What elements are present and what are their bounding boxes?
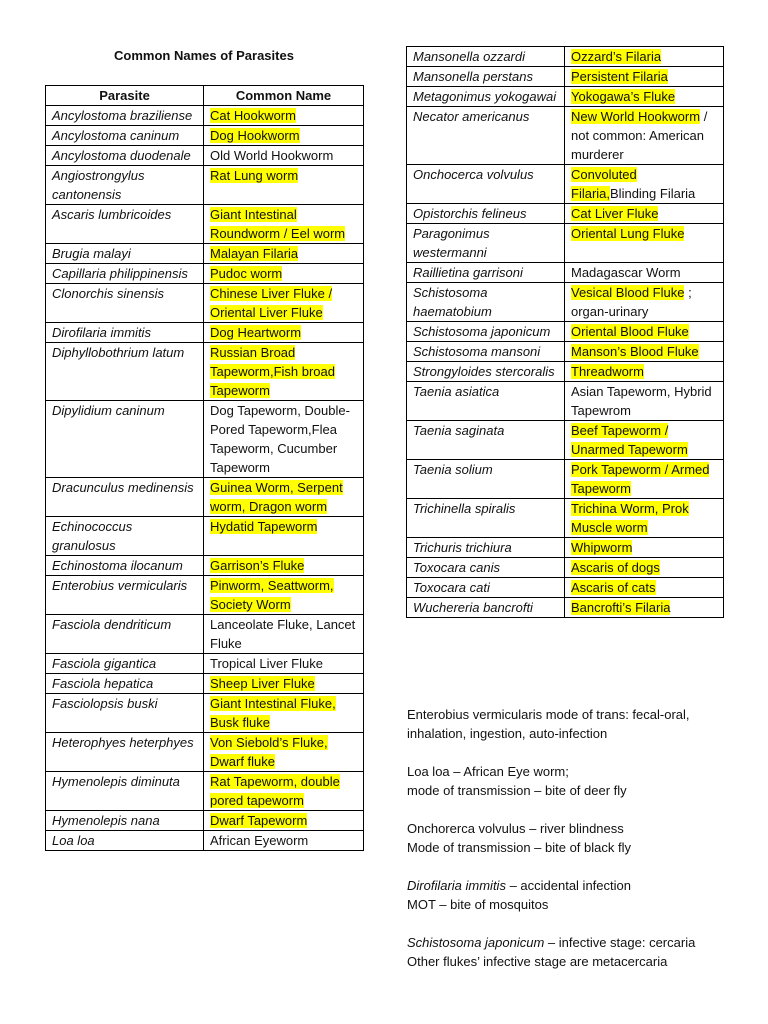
common-name — [565, 204, 724, 224]
table-row — [407, 538, 724, 558]
table-row — [407, 87, 724, 107]
parasite-name: Taenia saginata — [407, 421, 565, 460]
parasite-name: Trichuris trichiura — [407, 538, 565, 558]
highlighted-common-name: Cat Liver Fluke — [571, 206, 659, 221]
common-name-text: ; organ-urinary — [571, 285, 692, 319]
highlighted-common-name: Trichina Worm, Prok Muscle worm — [571, 501, 689, 535]
parasite-name: Necator americanus — [407, 107, 565, 165]
common-name — [565, 499, 724, 538]
highlighted-common-name: Fish broad Tapeworm — [210, 364, 335, 398]
common-name — [565, 558, 724, 578]
table-row — [407, 165, 724, 204]
common-name — [204, 615, 364, 654]
common-name — [204, 205, 364, 244]
table-row — [46, 576, 364, 615]
highlighted-common-name: Von Siebold’s Fluke, Dwarf fluke — [210, 735, 328, 769]
table-row — [407, 224, 724, 263]
highlighted-common-name: Pork Tapeworm / Armed Tapeworm — [571, 462, 710, 496]
parasite-name: Schistosoma japonicum — [407, 322, 565, 342]
parasite-name: Ancylostoma duodenale — [46, 146, 204, 166]
common-name — [565, 382, 724, 421]
table-row — [407, 362, 724, 382]
note-paragraph — [407, 819, 737, 857]
note-text: Mode of transmission – bite of black fly — [407, 840, 631, 855]
table-row — [407, 67, 724, 87]
parasite-name: Fasciola dendriticum — [46, 615, 204, 654]
common-name-text: Old World Hookworm — [210, 148, 334, 163]
table-row — [407, 558, 724, 578]
note-line — [407, 819, 737, 838]
common-name — [565, 87, 724, 107]
parasite-name: Mansonella perstans — [407, 67, 565, 87]
highlighted-common-name: Ozzard’s Filaria — [571, 49, 662, 64]
parasite-name: Fasciola gigantica — [46, 654, 204, 674]
table-row — [46, 772, 364, 811]
table-row — [407, 47, 724, 67]
highlighted-common-name: Chinese Liver Fluke / Oriental Liver Fluke — [210, 286, 333, 320]
parasite-name: Hymenolepis diminuta — [46, 772, 204, 811]
parasite-name: Paragonimus westermanni — [407, 224, 565, 263]
note-text: Other flukes’ infective stage are metacercaria — [407, 954, 668, 969]
common-name — [204, 343, 364, 401]
table-row — [407, 460, 724, 499]
parasite-name: Toxocara canis — [407, 558, 565, 578]
note-text: MOT – bite of mosquitos — [407, 897, 549, 912]
highlighted-common-name: Garrison’s Fluke — [210, 558, 305, 573]
table-row — [46, 126, 364, 146]
common-name — [565, 578, 724, 598]
highlighted-common-name: New World Hookworm — [571, 109, 701, 124]
table-header-row — [46, 86, 364, 106]
parasite-name: Wuchereria bancrofti — [407, 598, 565, 618]
common-name — [204, 146, 364, 166]
table-row — [46, 733, 364, 772]
highlighted-common-name: Persistent Filaria — [571, 69, 668, 84]
parasite-name: Strongyloides stercoralis — [407, 362, 565, 382]
header-common-name: Common Name — [204, 86, 364, 106]
parasite-name: Echinostoma ilocanum — [46, 556, 204, 576]
common-name — [565, 283, 724, 322]
note-paragraph — [407, 762, 737, 800]
common-name — [204, 811, 364, 831]
table-row — [46, 264, 364, 284]
table-row — [46, 244, 364, 264]
table-row — [407, 382, 724, 421]
note-text: Dirofilaria immitis — [407, 878, 506, 893]
parasite-name: Loa loa — [46, 831, 204, 851]
common-name — [565, 107, 724, 165]
parasite-table-left — [45, 85, 364, 851]
common-name-text: Tropical Liver Fluke — [210, 656, 323, 671]
parasite-name: Fasciolopsis buski — [46, 694, 204, 733]
common-name — [565, 322, 724, 342]
highlighted-common-name: Threadworm — [571, 364, 644, 379]
parasite-name: Diphyllobothrium latum — [46, 343, 204, 401]
table-row — [46, 106, 364, 126]
common-name — [204, 166, 364, 205]
table-row — [46, 478, 364, 517]
table-row — [407, 578, 724, 598]
highlighted-common-name: Guinea Worm, Serpent worm, Dragon worm — [210, 480, 343, 514]
note-text: Onchorerca volvulus – river blindness — [407, 821, 624, 836]
table-row — [407, 107, 724, 165]
parasite-name: Trichinella spiralis — [407, 499, 565, 538]
common-name — [565, 598, 724, 618]
highlighted-common-name: Yokogawa’s Fluke — [571, 89, 676, 104]
highlighted-common-name: Cat Hookworm — [210, 108, 296, 123]
table-row — [407, 342, 724, 362]
common-name — [565, 165, 724, 204]
parasite-table-right — [406, 46, 724, 618]
common-name — [565, 460, 724, 499]
table-row — [407, 263, 724, 283]
common-name — [565, 362, 724, 382]
highlighted-common-name: Malayan Filaria — [210, 246, 299, 261]
table-row — [46, 654, 364, 674]
highlighted-common-name: Sheep Liver Fluke — [210, 676, 315, 691]
parasite-name: Brugia malayi — [46, 244, 204, 264]
table-row — [46, 811, 364, 831]
highlighted-common-name: Hydatid Tapeworm — [210, 519, 318, 534]
highlighted-common-name: Bancrofti’s Filaria — [571, 600, 671, 615]
common-name — [204, 694, 364, 733]
common-name — [565, 47, 724, 67]
highlighted-common-name: Vesical Blood Fluke — [571, 285, 685, 300]
note-paragraph — [407, 705, 737, 743]
note-text: mode of transmission – bite of deer fly — [407, 783, 627, 798]
note-line — [407, 933, 737, 952]
parasite-name: Ancylostoma caninum — [46, 126, 204, 146]
common-name — [204, 401, 364, 478]
note-paragraph — [407, 933, 737, 971]
highlighted-common-name: Dwarf Tapeworm — [210, 813, 308, 828]
table-row — [46, 284, 364, 323]
page-title: Common Names of Parasites — [114, 48, 294, 63]
common-name — [565, 342, 724, 362]
highlighted-common-name: Manson’s Blood Fluke — [571, 344, 699, 359]
common-name — [204, 674, 364, 694]
note-line — [407, 781, 737, 800]
highlighted-common-name: Rat Tapeworm, double pored tapeworm — [210, 774, 340, 808]
parasite-name: Taenia solium — [407, 460, 565, 499]
parasite-name: Echinococcus granulosus — [46, 517, 204, 556]
highlighted-common-name: Pinworm, Seattworm, Society Worm — [210, 578, 334, 612]
highlighted-common-name: Convoluted Filaria, — [571, 167, 637, 201]
parasite-name: Capillaria philippinensis — [46, 264, 204, 284]
note-text: Enterobius vermicularis mode of trans: fecal-oral, inhalation, ingestion, auto-infection — [407, 707, 690, 741]
common-name — [204, 323, 364, 343]
parasite-name: Raillietina garrisoni — [407, 263, 565, 283]
table-row — [407, 204, 724, 224]
parasite-name: Schistosoma haematobium — [407, 283, 565, 322]
parasite-name: Ancylostoma braziliense — [46, 106, 204, 126]
table-row — [46, 401, 364, 478]
parasite-name: Clonorchis sinensis — [46, 284, 204, 323]
highlighted-common-name: Whipworm — [571, 540, 633, 555]
highlighted-common-name: Giant Intestinal Roundworm / Eel worm — [210, 207, 346, 241]
table-row — [46, 166, 364, 205]
note-text: Schistosoma japonicum — [407, 935, 545, 950]
note-text: – accidental infection — [505, 878, 631, 893]
highlighted-common-name: Beef Tapeworm / Unarmed Tapeworm — [571, 423, 688, 457]
parasite-name: Ascaris lumbricoides — [46, 205, 204, 244]
parasite-name: Enterobius vermicularis — [46, 576, 204, 615]
highlighted-common-name: Russian Broad Tapeworm, — [210, 345, 296, 379]
common-name-text: Flea Tapeworm, Cucumber Tapeworm — [210, 422, 338, 475]
table-row — [407, 421, 724, 460]
highlighted-common-name: Ascaris of cats — [571, 580, 656, 595]
common-name — [565, 538, 724, 558]
highlighted-common-name: Pudoc worm — [210, 266, 283, 281]
parasite-name: Fasciola hepatica — [46, 674, 204, 694]
note-line — [407, 876, 737, 895]
parasite-name: Metagonimus yokogawai — [407, 87, 565, 107]
table-row — [407, 499, 724, 538]
parasite-name: Schistosoma mansoni — [407, 342, 565, 362]
highlighted-common-name: Oriental Lung Fluke — [571, 226, 685, 241]
common-name — [565, 421, 724, 460]
parasite-name: Heterophyes heterphyes — [46, 733, 204, 772]
common-name-text: Blinding Filaria — [610, 186, 696, 201]
table-row — [46, 323, 364, 343]
note-line — [407, 705, 737, 743]
parasite-name: Dracunculus medinensis — [46, 478, 204, 517]
common-name — [204, 244, 364, 264]
common-name — [204, 106, 364, 126]
highlighted-common-name: Ascaris of dogs — [571, 560, 660, 575]
parasite-name: Angiostrongylus cantonensis — [46, 166, 204, 205]
table-row — [46, 831, 364, 851]
note-line — [407, 762, 737, 781]
common-name-text: African Eyeworm — [210, 833, 309, 848]
table-row — [407, 322, 724, 342]
highlighted-common-name: Giant Intestinal Fluke, Busk fluke — [210, 696, 336, 730]
parasite-name: Hymenolepis nana — [46, 811, 204, 831]
table-row — [46, 694, 364, 733]
table-row — [46, 674, 364, 694]
parasite-name: Mansonella ozzardi — [407, 47, 565, 67]
common-name — [565, 67, 724, 87]
note-text: – infective stage: cercaria — [544, 935, 696, 950]
parasite-name: Dipylidium caninum — [46, 401, 204, 478]
parasite-name: Toxocara cati — [407, 578, 565, 598]
common-name — [204, 772, 364, 811]
common-name — [565, 263, 724, 283]
highlighted-common-name: Dog Heartworm — [210, 325, 302, 340]
common-name-text: Madagascar Worm — [571, 265, 681, 280]
note-line — [407, 952, 737, 971]
common-name-text: Asian Tapeworm, Hybrid Tapewrom — [571, 384, 712, 418]
common-name — [204, 831, 364, 851]
highlighted-common-name: Rat Lung worm — [210, 168, 299, 183]
table-row — [46, 146, 364, 166]
common-name — [204, 733, 364, 772]
parasite-name: Onchocerca volvulus — [407, 165, 565, 204]
note-paragraph — [407, 876, 737, 914]
common-name-text: Lanceolate Fluke, Lancet Fluke — [210, 617, 356, 651]
parasite-name: Dirofilaria immitis — [46, 323, 204, 343]
highlighted-common-name: Dog Hookworm — [210, 128, 300, 143]
common-name — [204, 264, 364, 284]
common-name-text: Dog Tapeworm, Double-Pored Tapeworm, — [210, 403, 350, 437]
table-row — [46, 205, 364, 244]
common-name — [204, 478, 364, 517]
table-row — [46, 615, 364, 654]
transmission-notes — [407, 705, 737, 990]
table-row — [407, 283, 724, 322]
table-row — [46, 556, 364, 576]
common-name — [204, 654, 364, 674]
common-name — [204, 517, 364, 556]
table-row — [46, 517, 364, 556]
common-name — [204, 556, 364, 576]
common-name — [204, 576, 364, 615]
table-row — [46, 343, 364, 401]
parasite-name: Opistorchis felineus — [407, 204, 565, 224]
highlighted-common-name: Oriental Blood Fluke — [571, 324, 689, 339]
common-name-text: / not common: American murderer — [571, 109, 708, 162]
note-line — [407, 895, 737, 914]
table-row — [407, 598, 724, 618]
common-name — [565, 224, 724, 263]
header-parasite: Parasite — [46, 86, 204, 106]
note-text: Loa loa – African Eye worm; — [407, 764, 569, 779]
parasite-name: Taenia asiatica — [407, 382, 565, 421]
common-name — [204, 126, 364, 146]
common-name — [204, 284, 364, 323]
note-line — [407, 838, 737, 857]
